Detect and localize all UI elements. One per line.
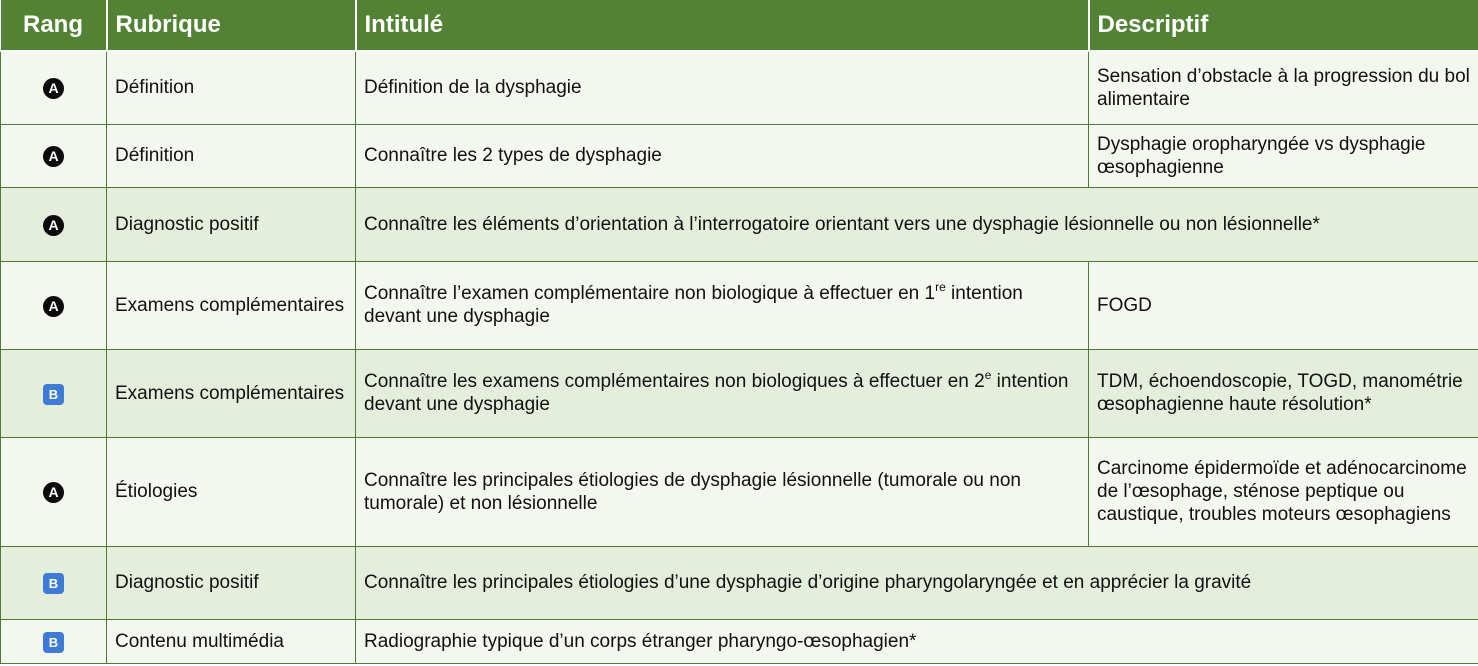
rubrique-cell: Diagnostic positif [107,546,356,619]
header-rubrique: Rubrique [107,0,356,51]
rank-a-badge: A [43,215,64,236]
descriptif-cell: Carcinome épidermoïde et adénocarcinome de l’œsophage, sténose peptique ou caustique, troubles moteurs œsophagiens [1089,437,1478,546]
table-row [1,187,1478,261]
header-descriptif: Descriptif [1089,0,1478,51]
intitule-cell: Définition de la dysphagie [356,51,1089,124]
intitule-cell: Connaître les principales étiologies d’une dysphagie d’origine pharyngolaryngée et en apprécier la gravité [356,546,1478,619]
intitule-text: Connaître l’examen complémentaire non biologique à effectuer en 1 [364,283,936,304]
intitule-cell: Connaître les principales étiologies de dysphagie lésionnelle (tumorale ou non tumorale) et non lésionnelle [356,437,1089,546]
rubrique-cell: Définition [107,51,356,124]
rank-b-badge: B [43,573,64,594]
rubrique-cell: Étiologies [107,437,356,546]
rank-a-badge: A [43,296,64,317]
table-row [1,261,1478,349]
descriptif-cell: Dysphagie oropharyngée vs dysphagie œsophagienne [1089,124,1478,187]
table-header [1,0,1478,51]
intitule-cell: Radiographie typique d’un corps étranger pharyngo-œsophagien* [356,619,1478,663]
rang-cell [1,124,107,187]
rang-cell [1,546,107,619]
intitule-cell: Connaître les 2 types de dysphagie [356,124,1089,187]
descriptif-cell: Sensation d’obstacle à la progression du bol alimentaire [1089,51,1478,124]
intitule-text: Connaître les examens complémentaires non biologiques à effectuer en 2 [364,371,985,392]
intitule-text-end: intention devant une dysphagie [364,283,1023,327]
rang-cell [1,261,107,349]
intitule-cell [356,349,1089,437]
intitule-text-end: intention devant une dysphagie [364,371,1069,415]
rubrique-cell: Définition [107,124,356,187]
rank-a-badge: A [43,146,64,167]
intitule-cell: Connaître les éléments d’orientation à l’interrogatoire orientant vers une dysphagie lésionnelle ou non lésionnelle* [356,187,1478,261]
ordinal-suffix: re [935,280,946,294]
table-row [1,619,1478,663]
rubrique-cell: Contenu multimédia [107,619,356,663]
descriptif-cell: FOGD [1089,261,1478,349]
descriptif-cell: TDM, échoendoscopie, TOGD, manométrie œsophagienne haute résolution* [1089,349,1478,437]
rang-cell [1,437,107,546]
rubrique-cell: Examens complémentaires [107,349,356,437]
table-row [1,51,1478,124]
table-body [1,51,1478,663]
rank-a-badge: A [43,482,64,503]
rang-cell [1,349,107,437]
rank-b-badge: B [43,384,64,405]
rubrique-cell: Diagnostic positif [107,187,356,261]
rank-b-badge: B [43,632,64,653]
header-rang: Rang [1,0,107,51]
rang-cell [1,619,107,663]
table-row [1,349,1478,437]
table-row [1,437,1478,546]
rank-a-badge: A [43,78,64,99]
table-row [1,124,1478,187]
table-row [1,546,1478,619]
rang-cell [1,51,107,124]
header-intitule: Intitulé [356,0,1089,51]
rubrique-cell: Examens complémentaires [107,261,356,349]
rang-cell [1,187,107,261]
intitule-cell [356,261,1089,349]
ordinal-suffix: e [984,368,992,382]
